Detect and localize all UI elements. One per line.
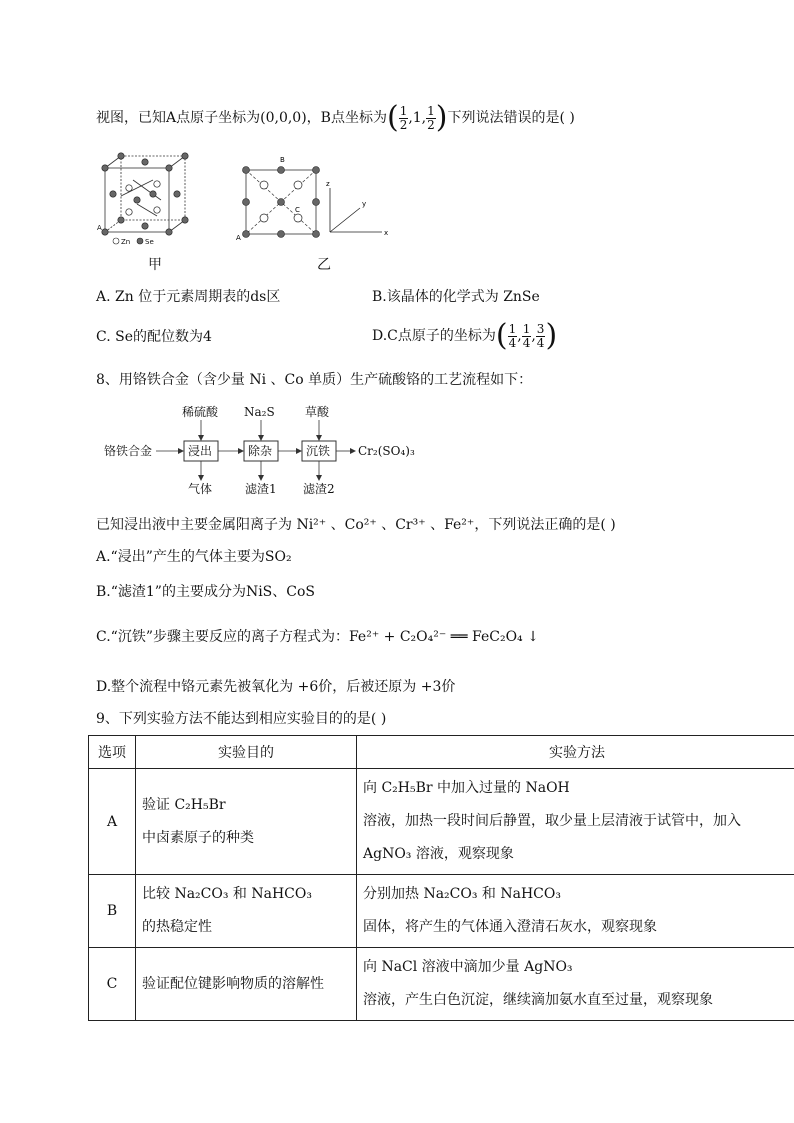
table-row <box>89 875 794 948</box>
q7-option-d: D.C点原子的坐标为( $\frac{1}{4}$ , $\frac{1}{4}$ , $\frac{3}{4}$ ) <box>372 318 558 353</box>
flow-input: 铬铁合金 <box>104 444 153 458</box>
proj-point-b-label: B <box>280 156 285 164</box>
b-coord-frac-2: $\frac{1}{2}$ <box>427 103 435 132</box>
flow-reagent1: 稀硫酸 <box>182 405 219 419</box>
q8-known: 已知浸出液中主要金属阳离子为 Ni²⁺ 、Co²⁺ 、Cr³⁺ 、Fe²⁺，下列说法正确的是( ) <box>96 517 616 533</box>
q8-option-a: A.“浸出”产生的气体主要为SO₂ <box>96 549 292 565</box>
header-purpose: 实验目的 <box>136 736 357 769</box>
row-a-method: 向 C₂H₅Br 中加入过量的 NaOH 溶液，加热一段时间后静置，取少量上层清液于试管中，加入 AgNO₃ 溶液，观察现象 <box>357 769 794 875</box>
flow-reagent3: 草酸 <box>305 405 330 419</box>
q7-stem-b: ，B点坐标为 <box>306 110 387 126</box>
table-header-row <box>89 736 794 769</box>
proj-point-a-label: A <box>236 234 241 242</box>
row-b-purpose: 比较 Na₂CO₃ 和 NaHCO₃ 的热稳定性 <box>136 875 357 948</box>
row-b-method: 分别加热 Na₂CO₃ 和 NaHCO₃ 固体，将产生的气体通入澄清石灰水，观察现象 <box>357 875 794 948</box>
row-c-purpose: 验证配位键影响物质的溶解性 <box>136 948 357 1021</box>
q8-option-d: D.整个流程中铬元素先被氧化为 +6价，后被还原为 +3价 <box>96 679 456 695</box>
flow-out3: 滤渣2 <box>303 482 335 496</box>
axis-z-label: z <box>326 180 330 188</box>
axis-y-label: y <box>362 200 367 208</box>
figure-label-jia: 甲 <box>148 257 162 273</box>
legend-zn: Zn <box>121 238 131 246</box>
b-coord-frac-1: $\frac{1}{2}$ <box>399 103 408 132</box>
q7-option-a: A. Zn 位于元素周期表的ds区 <box>96 289 281 305</box>
header-option: 选项 <box>89 736 136 769</box>
flow-out2: 滤渣1 <box>245 482 277 496</box>
legend-se: Se <box>145 238 154 246</box>
flow-reagent2: Na₂S <box>244 405 275 419</box>
q8-option-b: B.“滤渣1”的主要成分为NiS、CoS <box>96 584 316 600</box>
cell-point-a-label: A <box>97 224 102 232</box>
q8-stem: 8、用铬铁合金（含少量 Ni 、Co 单质）生产硫酸铬的工艺流程如下： <box>96 372 533 388</box>
row-c-option: C <box>89 948 136 1021</box>
flow-step3: 沉铁 <box>306 444 331 458</box>
q7-stem-a: 视图，已知A点原子坐标为 <box>96 110 261 126</box>
header-method: 实验方法 <box>357 736 794 769</box>
row-b-option: B <box>89 875 136 948</box>
table-row <box>89 769 794 875</box>
a-coordinate: (0,0,0) <box>260 110 307 126</box>
axis-x-label: x <box>384 229 389 237</box>
table-row <box>89 948 794 1021</box>
row-a-purpose: 验证 C₂H₅Br 中卤素原子的种类 <box>136 769 357 875</box>
q9-stem: 9、下列实验方法不能达到相应实验目的的是( ) <box>96 711 387 727</box>
flow-step2: 除杂 <box>248 444 273 458</box>
proj-point-c-label: C <box>295 206 300 214</box>
flow-out1: 气体 <box>188 482 213 496</box>
q7-stem: 视图，已知A点原子坐标为(0,0,0)，B点坐标为( $\frac{1}{2}$ ,1, $\frac{1}{2}$ )下列说法错误的是( ) <box>96 100 575 135</box>
q8-option-c: C.“沉铁”步骤主要反应的离子方程式为：Fe²⁺ + C₂O₄²⁻ ══ FeC₂O₄ ↓ <box>96 629 539 645</box>
b-coord-mid: ,1, <box>408 110 427 126</box>
q7-option-d-text: D.C点原子的坐标为 <box>372 328 496 344</box>
q7-option-b: B.该晶体的化学式为 ZnSe <box>372 289 540 305</box>
row-c-method: 向 NaCl 溶液中滴加少量 AgNO₃ 溶液，产生白色沉淀，继续滴加氨水直至过量，观察现象 <box>357 948 794 1021</box>
flow-product: Cr₂(SO₄)₃ <box>358 444 415 458</box>
experiment-table <box>88 735 794 1021</box>
row-a-option: A <box>89 769 136 875</box>
figure-label-yi: 乙 <box>317 257 331 273</box>
q7-stem-c: 下列说法错误的是( ) <box>447 110 575 126</box>
process-flow-diagram <box>100 400 430 500</box>
q7-option-c: C. Se的配位数为4 <box>96 329 212 345</box>
projection-figure-yi <box>232 152 392 244</box>
flow-step1: 浸出 <box>188 444 213 458</box>
crystal-cell-figure-jia <box>95 150 195 250</box>
